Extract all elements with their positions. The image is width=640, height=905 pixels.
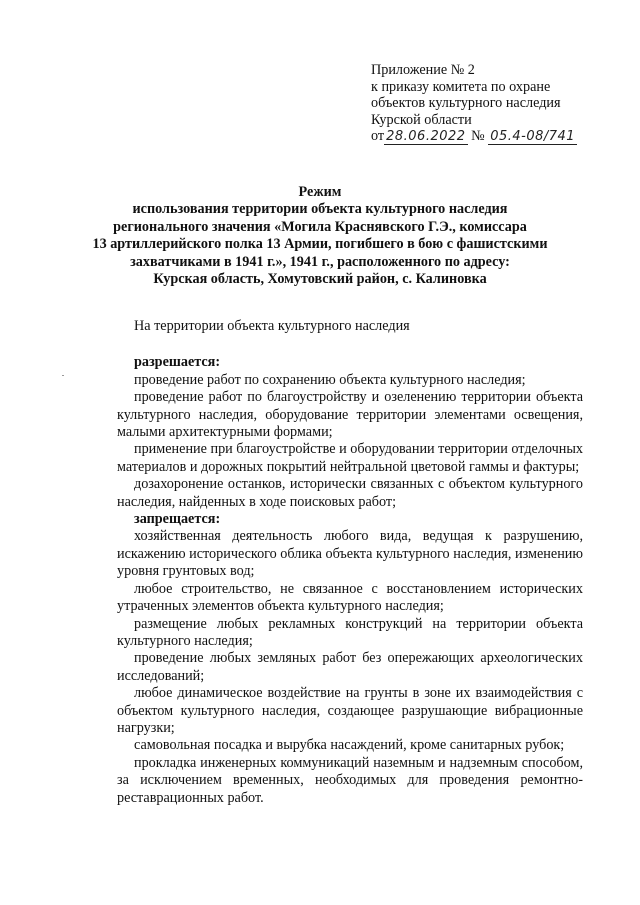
- forbidden-item: любое динамическое воздействие на грунты в зоне их взаимодействия с объектом культурного наследия, создающее разрушающие вибрационные нагрузки;: [117, 685, 583, 736]
- forbidden-item: любое строительство, не связанное с восстановлением исторических утраченных элементов объекта культурного наследия;: [117, 580, 583, 615]
- annex-line-3: объектов культурного наследия: [371, 95, 561, 112]
- date-prefix: от: [371, 128, 385, 145]
- forbidden-item: самовольная посадка и вырубка насаждений, кроме санитарных рубок;: [134, 737, 565, 754]
- forbidden-item: хозяйственная деятельность любого вида, ведущая к разрушению, искажению исторического облика объекта культурного наследия, изменению уровня грунтовых вод;: [117, 528, 583, 580]
- allowed-item: проведение работ по благоустройству и озеленению территории объекта культурного наследия, оборудование территории элементами освещения, малыми архитектурными формами;: [117, 389, 583, 441]
- handwritten-number: 05.4-08/741: [490, 129, 576, 145]
- document-title: [80, 184, 560, 288]
- title-line-1: Режим: [298, 184, 342, 200]
- title-line-3: регионального значения «Могила Краснявского Г.Э., комиссара: [113, 218, 527, 235]
- annex-line-1: Приложение № 2: [371, 62, 475, 78]
- allowed-item: проведение работ по сохранению объекта культурного наследия;: [134, 371, 526, 388]
- forbidden-item: прокладка инженерных коммуникаций наземным и надземным способом, за исключением временных, необходимых для проведения ремонтно-реставрационных работ.: [117, 754, 583, 806]
- forbidden-heading: запрещается:: [134, 511, 221, 528]
- title-line-4: 13 артиллерийского полка 13 Армии, погибшего в бою с фашистскими: [92, 236, 548, 253]
- forbidden-item: проведение любых земляных работ без опережающих археологических исследований;: [117, 650, 583, 684]
- forbidden-item: размещение любых рекламных конструкций на территории объекта культурного наследия;: [117, 615, 583, 649]
- annex-line-2: к приказу комитета по охране: [371, 78, 551, 95]
- title-line-6: Курская область, Хомутовский район, с. Калиновка: [153, 271, 487, 288]
- intro-text: На территории объекта культурного наследия: [134, 318, 410, 334]
- annex-date-line: [371, 128, 577, 145]
- margin-speck: [62, 375, 64, 376]
- title-line-2: использования территории объекта культурного наследия: [132, 201, 508, 218]
- annex-line-4: Курской области: [371, 111, 472, 128]
- allowed-item: дозахоронение останков, исторически связанных с объектом культурного наследия, найденных в ходе поисковых работ;: [117, 476, 583, 510]
- annex-header: [371, 62, 577, 145]
- allowed-heading: разрешается:: [134, 354, 221, 371]
- allowed-item: применение при благоустройстве и оборудовании территории отделочных материалов и дорожных покрытий нейтральной цветовой гаммы и фактуры;: [117, 441, 583, 475]
- handwritten-date: 28.06.2022: [386, 129, 466, 145]
- number-prefix: №: [471, 128, 485, 145]
- document-body: [117, 318, 583, 807]
- title-line-5: захватчиками в 1941 г.», 1941 г., расположенного по адресу:: [130, 253, 510, 270]
